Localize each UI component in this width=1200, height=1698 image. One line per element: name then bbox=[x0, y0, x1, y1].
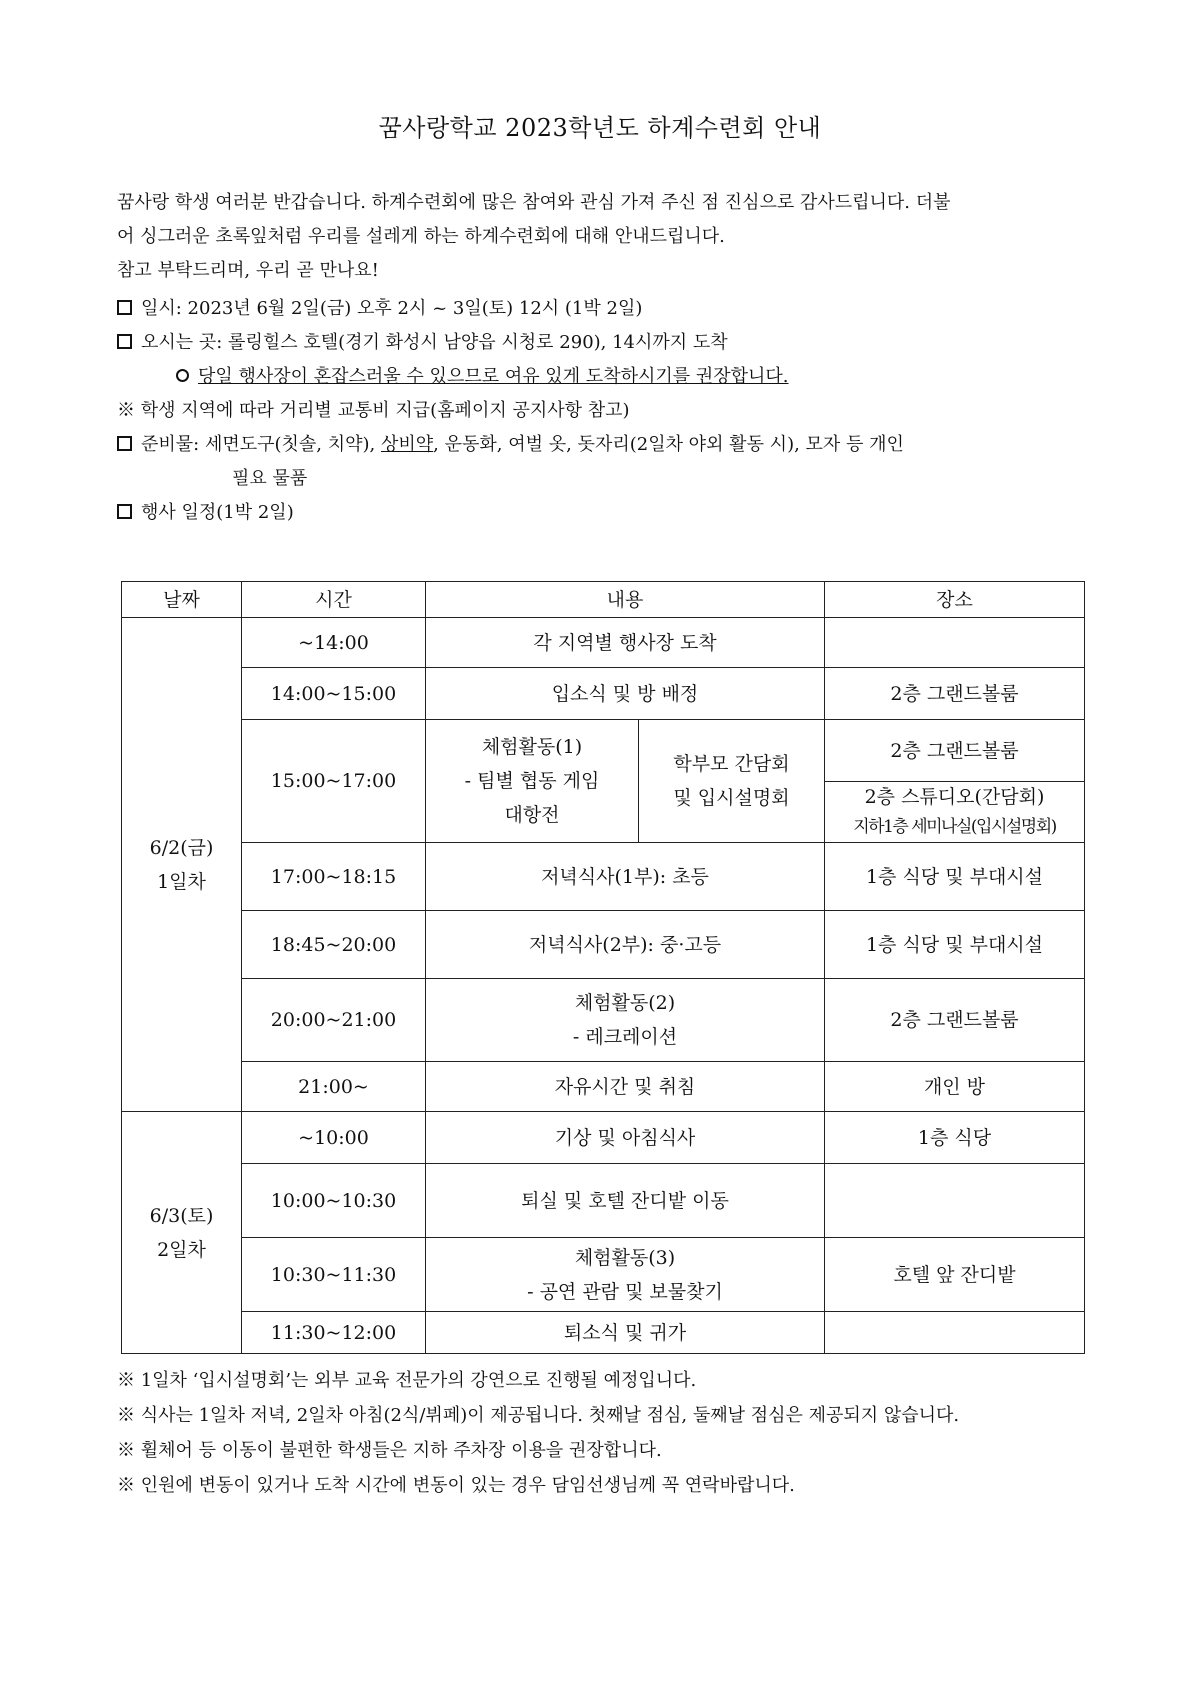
content-cell: 기상 및 아침식사 bbox=[426, 1112, 825, 1164]
time-cell: 15:00~17:00 bbox=[242, 720, 426, 843]
header-time: 시간 bbox=[242, 582, 426, 618]
checkbox-bullet-icon bbox=[117, 334, 132, 349]
table-row bbox=[122, 668, 1085, 720]
header-content: 내용 bbox=[426, 582, 825, 618]
place-cell: 2층 그랜드볼룸 bbox=[825, 720, 1085, 782]
place-cell bbox=[825, 1312, 1085, 1354]
schedule-table bbox=[121, 581, 1085, 1354]
time-cell: ~10:00 bbox=[242, 1112, 426, 1164]
time-cell: 20:00~21:00 bbox=[242, 979, 426, 1062]
table-row bbox=[122, 911, 1085, 979]
place-cell: 1층 식당 및 부대시설 bbox=[825, 911, 1085, 979]
place-cell bbox=[825, 618, 1085, 668]
info-supplies-continued: 필요 물품 bbox=[232, 468, 308, 489]
circle-bullet-icon bbox=[176, 369, 189, 382]
place-cell: 호텔 앞 잔디밭 bbox=[825, 1238, 1085, 1312]
time-cell: 14:00~15:00 bbox=[242, 668, 426, 720]
place-cell: 개인 방 bbox=[825, 1062, 1085, 1112]
content-cell: 퇴소식 및 귀가 bbox=[426, 1312, 825, 1354]
day1-date-cell: 6/2(금) 1일차 bbox=[122, 618, 242, 1112]
notes-section bbox=[117, 1363, 959, 1503]
content-cell: 자유시간 및 취침 bbox=[426, 1062, 825, 1112]
content-cell: 저녁식사(1부): 초등 bbox=[426, 843, 825, 911]
table-row bbox=[122, 979, 1085, 1062]
content-cell: 학부모 간담회 및 입시설명회 bbox=[639, 720, 825, 843]
time-cell: 18:45~20:00 bbox=[242, 911, 426, 979]
table-row bbox=[122, 843, 1085, 911]
place-cell: 1층 식당 및 부대시설 bbox=[825, 843, 1085, 911]
content-cell: 체험활동(3) - 공연 관람 및 보물찾기 bbox=[426, 1238, 825, 1312]
checkbox-bullet-icon bbox=[117, 300, 132, 315]
content-cell: 체험활동(2) - 레크레이션 bbox=[426, 979, 825, 1062]
intro-paragraph bbox=[117, 186, 1097, 288]
table-row bbox=[122, 618, 1085, 668]
document-title: 꿈사랑학교 2023학년도 하계수련회 안내 bbox=[378, 114, 822, 142]
intro-line: 참고 부탁드리며, 우리 곧 만나요! bbox=[117, 260, 379, 281]
table-row bbox=[122, 1112, 1085, 1164]
place-cell: 1층 식당 bbox=[825, 1112, 1085, 1164]
header-date: 날짜 bbox=[122, 582, 242, 618]
info-schedule-heading: 행사 일정(1박 2일) bbox=[117, 498, 294, 524]
note-line: ※ 1일차 ‘입시설명회’는 외부 교육 전문가의 강연으로 진행될 예정입니다. bbox=[117, 1370, 697, 1391]
info-transport-note: ※ 학생 지역에 따라 거리별 교통비 지급(홈페이지 공지사항 참고) bbox=[117, 400, 630, 421]
time-cell: 10:30~11:30 bbox=[242, 1238, 426, 1312]
info-arrival-note: 당일 행사장이 혼잡스러울 수 있으므로 여유 있게 도착하시기를 권장합니다. bbox=[176, 362, 789, 388]
time-cell: ~14:00 bbox=[242, 618, 426, 668]
time-cell: 11:30~12:00 bbox=[242, 1312, 426, 1354]
content-cell: 저녁식사(2부): 중·고등 bbox=[426, 911, 825, 979]
content-cell: 각 지역별 행사장 도착 bbox=[426, 618, 825, 668]
table-row bbox=[122, 1164, 1085, 1238]
time-cell: 21:00~ bbox=[242, 1062, 426, 1112]
intro-line: 꿈사랑 학생 여러분 반갑습니다. 하계수련회에 많은 참여와 관심 가져 주신 점 진심으로 감사드립니다. 더불 bbox=[117, 192, 951, 213]
table-row bbox=[122, 720, 1085, 782]
table-row bbox=[122, 1238, 1085, 1312]
place-cell: 2층 스튜디오(간담회) 지하1층 세미나실(입시설명회) bbox=[825, 782, 1085, 843]
time-cell: 17:00~18:15 bbox=[242, 843, 426, 911]
info-location: 오시는 곳: 롤링힐스 호텔(경기 화성시 남양읍 시청로 290), 14시까지 도착 bbox=[117, 328, 728, 354]
note-line: ※ 식사는 1일차 저녁, 2일차 아침(2식/뷔페)이 제공됩니다. 첫째날 점심, 둘째날 점심은 제공되지 않습니다. bbox=[117, 1405, 960, 1426]
time-cell: 10:00~10:30 bbox=[242, 1164, 426, 1238]
note-line: ※ 인원에 변동이 있거나 도착 시간에 변동이 있는 경우 담임선생님께 꼭 연락바랍니다. bbox=[117, 1475, 795, 1496]
content-cell: 입소식 및 방 배정 bbox=[426, 668, 825, 720]
content-cell: 체험활동(1) - 팀별 협동 게임 대항전 bbox=[426, 720, 639, 843]
header-place: 장소 bbox=[825, 582, 1085, 618]
place-cell: 2층 그랜드볼룸 bbox=[825, 668, 1085, 720]
info-datetime: 일시: 2023년 6월 2일(금) 오후 2시 ~ 3일(토) 12시 (1박 2일) bbox=[117, 294, 642, 320]
table-row bbox=[122, 1062, 1085, 1112]
note-line: ※ 휠체어 등 이동이 불편한 학생들은 지하 주차장 이용을 권장합니다. bbox=[117, 1440, 662, 1461]
intro-line: 어 싱그러운 초록잎처럼 우리를 설레게 하는 하계수련회에 대해 안내드립니다. bbox=[117, 226, 725, 247]
content-cell: 퇴실 및 호텔 잔디밭 이동 bbox=[426, 1164, 825, 1238]
checkbox-bullet-icon bbox=[117, 504, 132, 519]
table-row bbox=[122, 1312, 1085, 1354]
table-header-row bbox=[122, 582, 1085, 618]
info-supplies: 준비물: 세면도구(칫솔, 치약), 상비약, 운동화, 여벌 옷, 돗자리(2일차 야외 활동 시), 모자 등 개인 bbox=[117, 430, 904, 456]
place-cell bbox=[825, 1164, 1085, 1238]
day2-date-cell: 6/3(토) 2일차 bbox=[122, 1112, 242, 1354]
place-cell: 2층 그랜드볼룸 bbox=[825, 979, 1085, 1062]
checkbox-bullet-icon bbox=[117, 436, 132, 451]
